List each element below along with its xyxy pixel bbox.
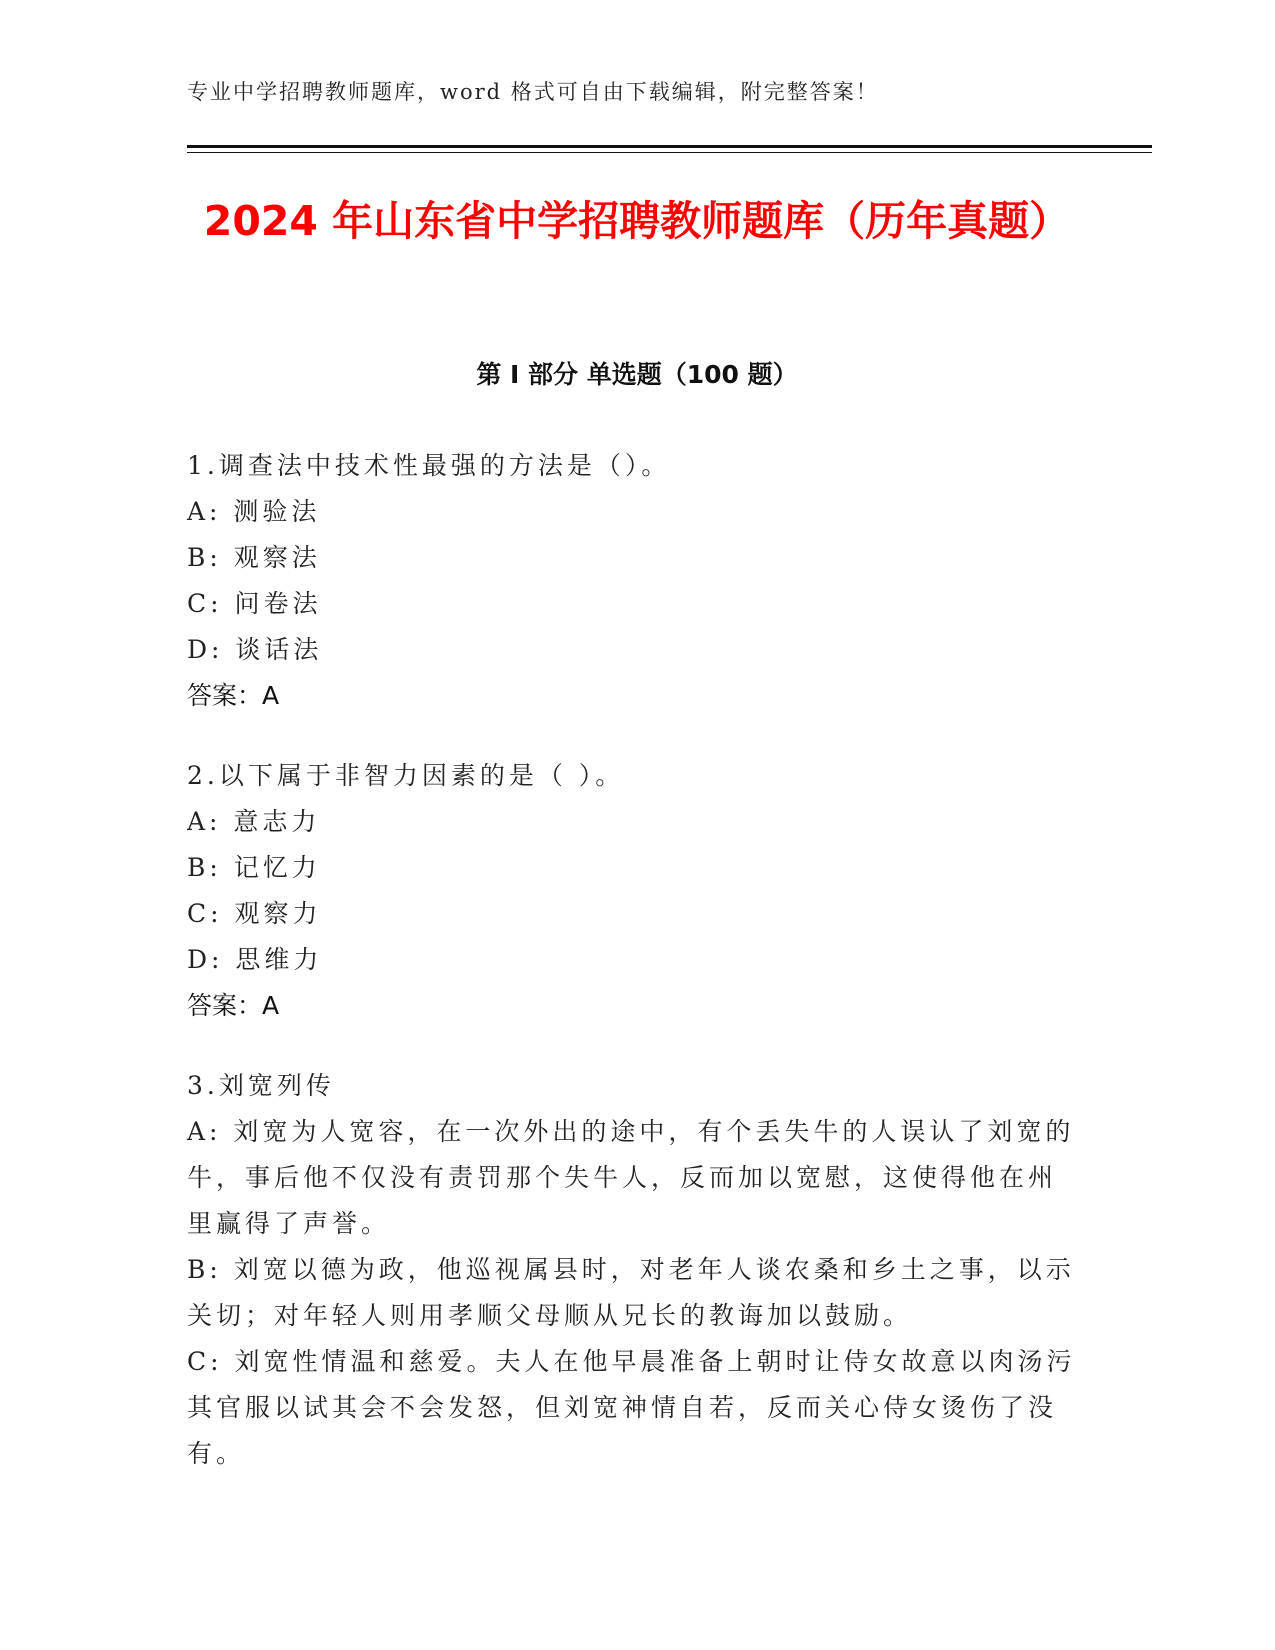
question-list — [187, 443, 1087, 1511]
option-b: B: 刘宽以德为政，他巡视属县时，对老年人谈农桑和乡土之事，以示关切；对年轻人则用孝顺父母顺从兄长的教诲加以鼓励。 — [187, 1255, 1075, 1330]
header-divider-thin — [187, 152, 1152, 153]
option-c: C: 刘宽性情温和慈爱。夫人在他早晨准备上朝时让侍女故意以肉汤污其官服以试其会不会发怒，但刘宽神情自若，反而关心侍女烫伤了没有。 — [187, 1347, 1076, 1468]
question-stem: 3.刘宽列传 — [187, 1071, 335, 1100]
option-c: C: 问卷法 — [187, 589, 322, 618]
answer: 答案：A — [187, 991, 280, 1020]
option-a: A: 测验法 — [187, 497, 321, 526]
header-note: 专业中学招聘教师题库，word 格式可自由下载编辑，附完整答案！ — [187, 80, 879, 104]
option-b: B: 观察法 — [187, 543, 321, 572]
option-d: D: 思维力 — [187, 945, 323, 974]
document-title: 2024 年山东省中学招聘教师题库（历年真题） — [203, 197, 1071, 245]
header-divider-thick — [187, 145, 1152, 148]
question-2 — [187, 753, 1087, 1029]
answer: 答案：A — [187, 681, 280, 710]
question-3 — [187, 1063, 1087, 1477]
option-a: A: 意志力 — [187, 807, 321, 836]
option-c: C: 观察力 — [187, 899, 322, 928]
section-heading: 第 I 部分 单选题（100 题） — [476, 360, 798, 389]
question-stem: 2.以下属于非智力因素的是（ ）。 — [187, 761, 625, 790]
option-b: B: 记忆力 — [187, 853, 321, 882]
question-1 — [187, 443, 1087, 719]
option-d: D: 谈话法 — [187, 635, 323, 664]
question-stem: 1.调查法中技术性最强的方法是（）。 — [187, 451, 671, 480]
option-a: A: 刘宽为人宽容，在一次外出的途中，有个丢失牛的人误认了刘宽的牛，事后他不仅没有责罚那个失牛人，反而加以宽慰，这使得他在州里赢得了声誉。 — [187, 1117, 1075, 1238]
